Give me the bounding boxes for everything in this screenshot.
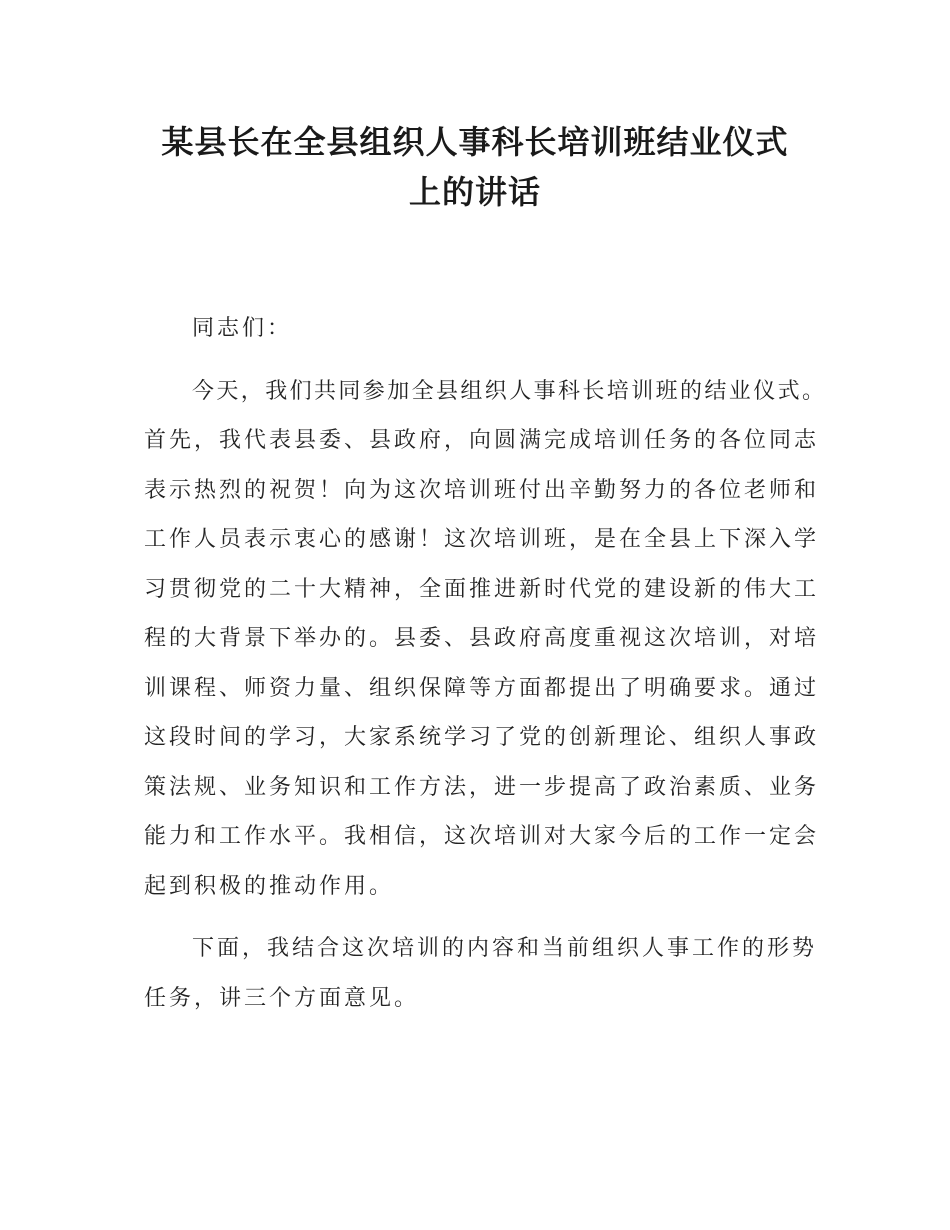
paragraph-line: 首先，我代表县委、县政府，向圆满完成培训任务的各位同志 [144, 428, 820, 453]
paragraph-opening [144, 367, 827, 912]
document-title [100, 117, 850, 217]
title-line-1: 某县长在全县组织人事科长培训班结业仪式 [161, 123, 789, 161]
paragraph-line: 表示热烈的祝贺！向为这次培训班付出辛勤努力的各位老师和 [144, 477, 820, 503]
title-line-2: 上的讲话 [408, 173, 541, 211]
paragraph-line: 习贯彻党的二十大精神，全面推进新时代党的建设新的伟大工 [144, 576, 820, 602]
paragraph-line: 这段时间的学习，大家系统学习了党的创新理论、组织人事政 [144, 725, 820, 750]
paragraph-line: 程的大背景下举办的。县委、县政府高度重视这次培训，对培 [144, 626, 820, 651]
paragraph-line: 起到积极的推动作用。 [144, 873, 395, 899]
paragraph-line: 工作人员表示衷心的感谢！这次培训班，是在全县上下深入学 [144, 527, 820, 552]
paragraph-outline [144, 924, 816, 1023]
salutation-text: 同志们： [192, 316, 293, 341]
paragraph-line: 策法规、业务知识和工作方法，进一步提高了政治素质、业务 [144, 774, 820, 800]
salutation [144, 304, 816, 354]
paragraph-line: 今天，我们共同参加全县组织人事科长培训班的结业仪式。 [192, 378, 827, 404]
paragraph-line: 下面，我结合这次培训的内容和当前组织人事工作的形势 [192, 936, 818, 961]
paragraph-line: 任务，讲三个方面意见。 [144, 985, 420, 1011]
paragraph-line: 训课程、师资力量、组织保障等方面都提出了明确要求。通过 [144, 675, 820, 701]
document-body [144, 304, 827, 1023]
paragraph-line: 能力和工作水平。我相信，这次培训对大家今后的工作一定会 [144, 824, 820, 849]
